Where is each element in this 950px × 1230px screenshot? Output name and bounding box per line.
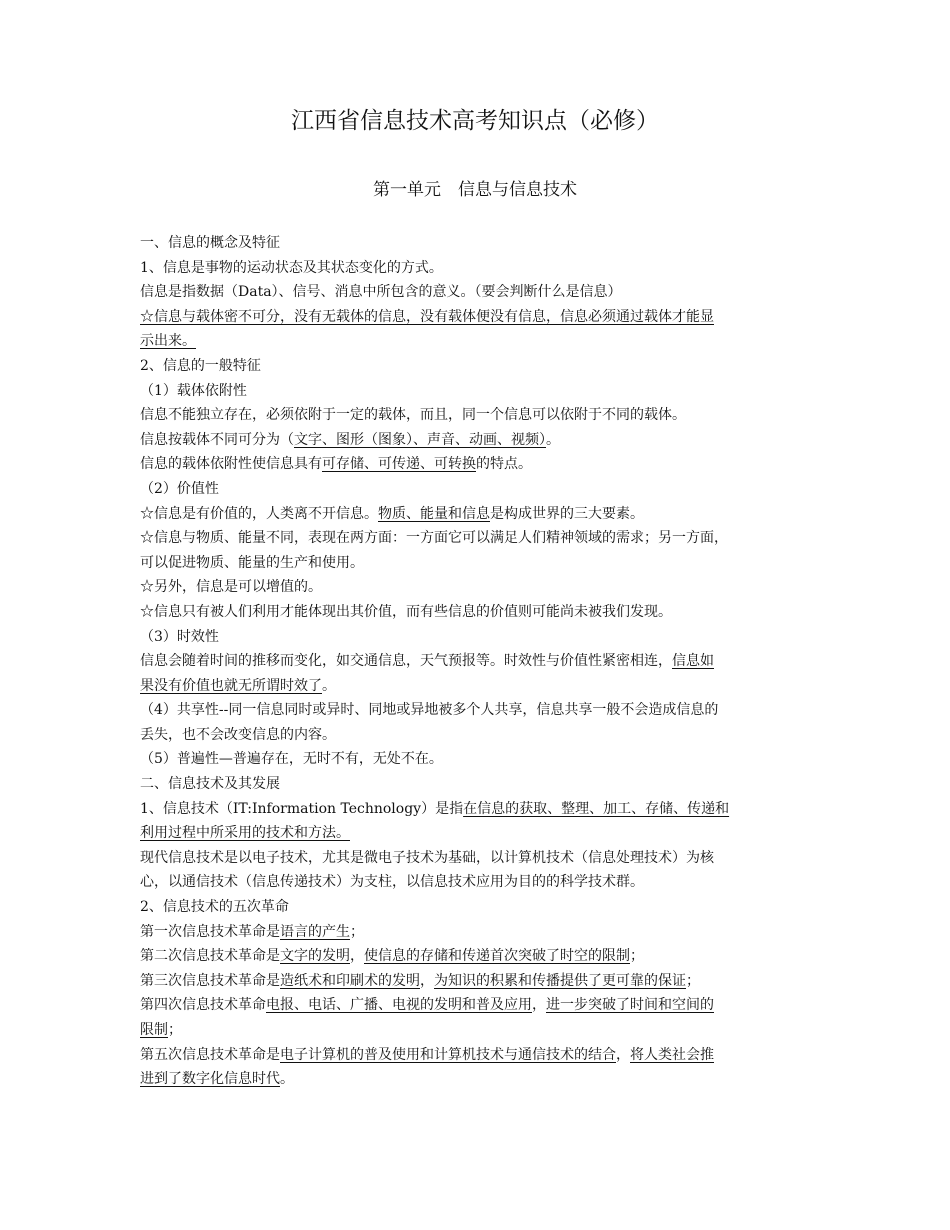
text-line bbox=[140, 477, 810, 502]
text-line bbox=[140, 723, 810, 748]
underlined-text: 可存储、可传递、可转换 bbox=[322, 456, 476, 473]
text-run: 第一次信息技术革命是 bbox=[140, 923, 280, 940]
text-line bbox=[140, 1043, 810, 1068]
text-run: 信息是指数据（Data）、信号、消息中所包含的意义。（要会判断什么是信息） bbox=[140, 284, 622, 301]
underlined-text: 电报、电话、广播、电视的发明和普及应用 bbox=[266, 997, 532, 1014]
text-line bbox=[140, 1067, 810, 1092]
text-line bbox=[140, 403, 810, 428]
underlined-text: 利用过程中所采用的技术和方法。 bbox=[140, 825, 350, 842]
text-run: ； bbox=[168, 1022, 182, 1038]
text-line bbox=[140, 797, 810, 822]
underlined-text: 文字、图形（图象）、声音、动画、视频） bbox=[294, 431, 546, 448]
text-run: ； bbox=[630, 948, 644, 965]
text-run: 可以促进物质、能量的生产和使用。 bbox=[140, 554, 364, 571]
document-body bbox=[140, 231, 810, 1092]
text-run: ☆信息是有价值的，人类离不开信息。 bbox=[140, 505, 378, 522]
underlined-text: 电子计算机的普及使用和计算机技术与通信技术的结合 bbox=[280, 1046, 616, 1063]
text-run: 第二次信息技术革命是 bbox=[140, 948, 280, 965]
underlined-text: 物质、能量和信息 bbox=[378, 505, 490, 522]
text-line bbox=[140, 674, 810, 699]
text-line bbox=[140, 969, 810, 994]
text-run: 二、信息技术及其发展 bbox=[140, 776, 280, 793]
text-run: 2、信息技术的五次革命 bbox=[140, 899, 289, 916]
text-line bbox=[140, 649, 810, 674]
text-run: 2、信息的一般特征 bbox=[140, 357, 261, 374]
text-run: 一、信息的概念及特征 bbox=[140, 235, 280, 251]
text-run: 的特点。 bbox=[476, 456, 532, 473]
text-run: 。 bbox=[280, 1071, 294, 1088]
text-run: 信息的载体依附性使信息具有 bbox=[140, 456, 322, 473]
text-run: （1）载体依附性 bbox=[140, 382, 247, 399]
underlined-text: 将人类社会推 bbox=[630, 1046, 714, 1063]
text-line bbox=[140, 280, 810, 305]
text-run: ， bbox=[420, 972, 434, 989]
text-line bbox=[140, 305, 810, 330]
text-run: ， bbox=[350, 948, 364, 965]
text-line bbox=[140, 944, 810, 969]
text-run: ☆信息与物质、能量不同，表现在两方面：一方面它可以满足人们精神领域的需求；另一方面， bbox=[140, 530, 728, 547]
text-run: ， bbox=[616, 1046, 630, 1063]
unit-heading: 第一单元 信息与信息技术 bbox=[373, 180, 577, 200]
text-line bbox=[140, 747, 810, 772]
underlined-text: 示出来。 bbox=[140, 333, 196, 350]
text-line bbox=[140, 379, 810, 404]
text-run: ； bbox=[686, 972, 700, 989]
text-line bbox=[140, 698, 810, 723]
text-run: 丢失，也不会改变信息的内容。 bbox=[140, 726, 336, 743]
text-line bbox=[140, 870, 810, 895]
text-run: 信息按载体不同可分为（ bbox=[140, 431, 294, 448]
text-line bbox=[140, 1018, 810, 1043]
text-line bbox=[140, 452, 810, 477]
text-run: 信息会随着时间的推移而变化，如交通信息，天气预报等。时效性与价值性紧密相连， bbox=[140, 653, 672, 670]
text-run: 是构成世界的三大要素。 bbox=[490, 505, 644, 522]
text-run: 第三次信息技术革命是 bbox=[140, 972, 280, 989]
underlined-text: 在信息的获取、整理、加工、存储、传递和 bbox=[463, 800, 730, 817]
text-line bbox=[140, 329, 810, 354]
text-run: 第四次信息技术革命 bbox=[140, 997, 266, 1014]
text-run: 1、信息是事物的运动状态及其状态变化的方式。 bbox=[140, 259, 443, 276]
text-line bbox=[140, 772, 810, 797]
text-run: ☆另外，信息是可以增值的。 bbox=[140, 579, 322, 596]
underlined-text: 进一步突破了时间和空间的 bbox=[546, 997, 714, 1014]
text-run: 心，以通信技术（信息传递技术）为支柱，以信息技术应用为目的的科学技术群。 bbox=[140, 874, 644, 891]
text-run: （5）普遍性—普遍存在，无时不有，无处不在。 bbox=[140, 751, 443, 768]
text-run: （3）时效性 bbox=[140, 628, 219, 645]
text-line bbox=[140, 428, 810, 453]
text-line bbox=[140, 575, 810, 600]
text-line bbox=[140, 231, 810, 256]
underlined-text: 信息如 bbox=[672, 653, 714, 670]
text-run: 第五次信息技术革命是 bbox=[140, 1046, 280, 1063]
text-run: ☆信息只有被人们利用才能体现出其价值，而有些信息的价值则可能尚未被我们发现。 bbox=[140, 603, 672, 620]
underlined-text: 使信息的存储和传递首次突破了时空的限制 bbox=[364, 948, 630, 965]
underlined-text: 为知识的积累和传播提供了更可靠的保证 bbox=[434, 972, 686, 989]
text-line bbox=[140, 821, 810, 846]
underlined-text: 造纸术和印刷术的发明 bbox=[280, 972, 420, 989]
text-line bbox=[140, 502, 810, 527]
underlined-text: 语言的产生 bbox=[280, 923, 350, 940]
text-line bbox=[140, 354, 810, 379]
text-line bbox=[140, 920, 810, 945]
underlined-text: 果没有价值也就无所谓时效了 bbox=[140, 677, 322, 694]
text-run: （4）共享性--同一信息同时或异时、同地或异地被多个人共享，信息共享一般不会造成信息的 bbox=[140, 702, 719, 719]
text-line bbox=[140, 551, 810, 576]
text-run: ， bbox=[532, 997, 546, 1014]
text-line bbox=[140, 600, 810, 625]
underlined-text: 进到了数字化信息时代 bbox=[140, 1071, 280, 1088]
text-run: 现代信息技术是以电子技术，尤其是微电子技术为基础，以计算机技术（信息处理技术）为核 bbox=[140, 849, 714, 866]
text-run: 。 bbox=[322, 677, 336, 694]
text-run: ； bbox=[350, 923, 364, 940]
text-line bbox=[140, 993, 810, 1018]
text-run: 信息不能独立存在，必须依附于一定的载体，而且，同一个信息可以依附于不同的载体。 bbox=[140, 407, 686, 424]
text-line bbox=[140, 895, 810, 920]
text-run: （2）价值性 bbox=[140, 480, 219, 497]
underlined-text: ☆信息与载体密不可分，没有无载体的信息，没有载体便没有信息，信息必须通过载体才能显 bbox=[140, 308, 714, 325]
text-line bbox=[140, 846, 810, 871]
document-title: 江西省信息技术高考知识点（必修） bbox=[291, 108, 659, 134]
text-line bbox=[140, 526, 810, 551]
text-line bbox=[140, 625, 810, 650]
underlined-text: 限制 bbox=[140, 1022, 168, 1038]
text-run: 1、信息技术（IT:Information Technology）是指 bbox=[140, 800, 464, 817]
text-line bbox=[140, 256, 810, 281]
text-run: 。 bbox=[546, 431, 560, 448]
underlined-text: 文字的发明 bbox=[280, 948, 350, 965]
